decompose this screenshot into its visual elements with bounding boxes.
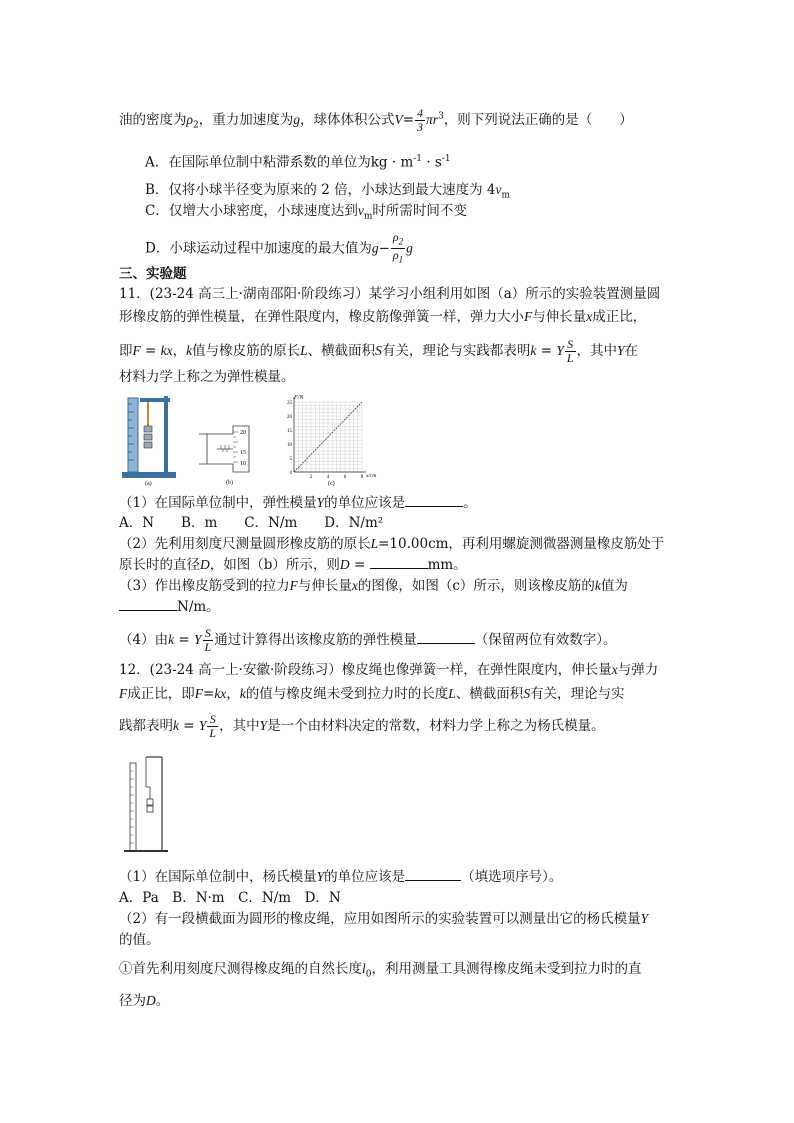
q10-option-d: D．小球运动过程中加速度的最大值为g− $\frac{\rho_2}{\rho_1}$ g (145, 230, 413, 265)
chart-y-label: F/N (294, 395, 304, 401)
answer-blank[interactable] (417, 631, 475, 644)
q11-part-3-line-2: N/m。 (119, 598, 220, 616)
figure-c-chart (280, 392, 380, 486)
y-tick-label: 15 (287, 429, 292, 434)
q12-step-1-line-1: ①首先利用刻度尺测得橡皮绳的自然长度$l_0$，利用测量工具测得橡皮绳未受到拉力时的直 (119, 961, 642, 980)
mic-label-20: 20 (240, 430, 246, 436)
mic-label-15: 15 (240, 450, 246, 456)
answer-blank[interactable] (370, 556, 428, 569)
chart-x-label: x/cm (366, 473, 377, 479)
q11-part-1-options: A．N B．m C．N/m D．N/m² (119, 515, 384, 531)
q11-line-3: 即F = kx，k值与橡皮筋的原长L、横截面积S有关，理论与实践都表明k = Y $\frac{S}{L}$ ，其中Y在 (119, 337, 639, 365)
y-tick-label: 25 (287, 401, 292, 406)
q12-part-2-line-2: 的值。 (119, 932, 160, 948)
q11-part-4: （4）由k = Y $\frac{S}{L}$ 通过计算得出该橡皮筋的弹性模量 （保留两位有效数字）。 (119, 626, 617, 654)
y-tick-label: 0 (289, 471, 292, 476)
q12-step-1-line-2: 径为D。 (119, 993, 170, 1009)
q12-part-1-options: A．Pa B．N·m C．N/m D．N (119, 890, 341, 906)
q11-part-2-line-2: 原长时的直径D，如图（b）所示，则D = mm。 (119, 557, 467, 573)
q11-line-1: 11．(23-24 高三上·湖南邵阳·阶段练习）某学习小组利用如图（a）所示的实验装置测量圆 (119, 286, 661, 302)
figure-a-label: (a) (145, 481, 152, 486)
q11-part-3-line-1: （3）作出橡皮筋受到的拉力F与伸长量x的图像，如图（c）所示，则该橡皮筋的k值为 (119, 578, 628, 594)
fraction-s-l: $\frac{S}{L}$ (566, 337, 574, 365)
fraction-s-l: $\frac{S}{L}$ (209, 712, 217, 740)
q11-part-2-line-1: （2）先利用刻度尺测量圆形橡皮筋的原长L=10.00cm，再利用螺旋测微器测量橡皮筋处于 (119, 536, 665, 552)
figure-b-micrometer (193, 416, 263, 486)
y-tick-label: 5 (289, 457, 292, 462)
section-title: 三、实验题 (119, 266, 187, 282)
q12-part-1: （1）在国际单位制中，杨氏模量Y的单位应该是 （填选项序号）。 (119, 869, 563, 885)
q12-part-2-line-1: （2）有一段横截面为圆形的橡皮绳，应用如图所示的实验装置可以测量出它的杨氏模量Y (119, 911, 649, 927)
figure-c-label: (c) (328, 481, 335, 486)
q10-option-b: B．仅将小球半径变为原来的 2 倍，小球达到最大速度为 $4v_m$ (145, 182, 511, 201)
answer-blank[interactable] (405, 868, 461, 881)
x-tick-label: 8 (360, 475, 364, 480)
figure-q12-apparatus (122, 755, 172, 855)
y-tick-label: 20 (287, 415, 292, 420)
q12-line-1: 12．(23-24 高一上·安徽·阶段练习）橡皮绳也像弹簧一样，在弹性限度内，伸长量x与弹力 (119, 662, 659, 678)
q12-line-2: F成正比，即F=kx，k的值与橡皮绳未受到拉力时的长度L、横截面积S有关，理论与实 (119, 686, 625, 702)
answer-blank[interactable] (405, 494, 463, 507)
q10-option-c: C．仅增大小球密度，小球速度达到$v_m$时所需时间不变 (145, 203, 467, 222)
fraction-s-l: $\frac{S}{L}$ (204, 626, 212, 654)
fraction-rho: $\frac{\rho_2}{\rho_1}$ (392, 230, 404, 265)
q12-line-3: 践都表明k = Y $\frac{S}{L}$ ，其中Y是一个由材料决定的常数，材料力学上称之为杨氏模量。 (119, 712, 605, 740)
fraction-4-3: $\frac{4}{3}$ (417, 106, 424, 134)
q10-option-a: A．在国际单位制中粘滞系数的单位为kg · $m^{-1} \cdot s^{-1}$ (145, 154, 451, 171)
q10-stem: 油的密度为$\rho_2$，重力加速度为g，球体体积公式V= $\frac{4}{3}$ $\pi r^3$，则下列说法正确的是（ ） (119, 106, 633, 134)
figure-a-apparatus (118, 392, 180, 486)
x-tick-label: 6 (343, 475, 347, 480)
figure-b-label: (b) (226, 480, 233, 486)
y-tick-label: 10 (287, 443, 292, 448)
x-tick-label: 4 (326, 475, 330, 480)
answer-blank[interactable] (119, 598, 177, 611)
q11-line-4: 材料力学上称之为弹性模量。 (119, 369, 295, 385)
q11-part-1: （1）在国际单位制中，弹性模量Y的单位应该是 。 (119, 495, 477, 511)
x-tick-label: 2 (309, 475, 313, 480)
q11-line-2: 形橡皮筋的弹性模量，在弹性限度内，橡皮筋像弹簧一样，弹力大小F与伸长量x成正比， (119, 309, 647, 325)
mic-label-10: 10 (240, 461, 246, 467)
